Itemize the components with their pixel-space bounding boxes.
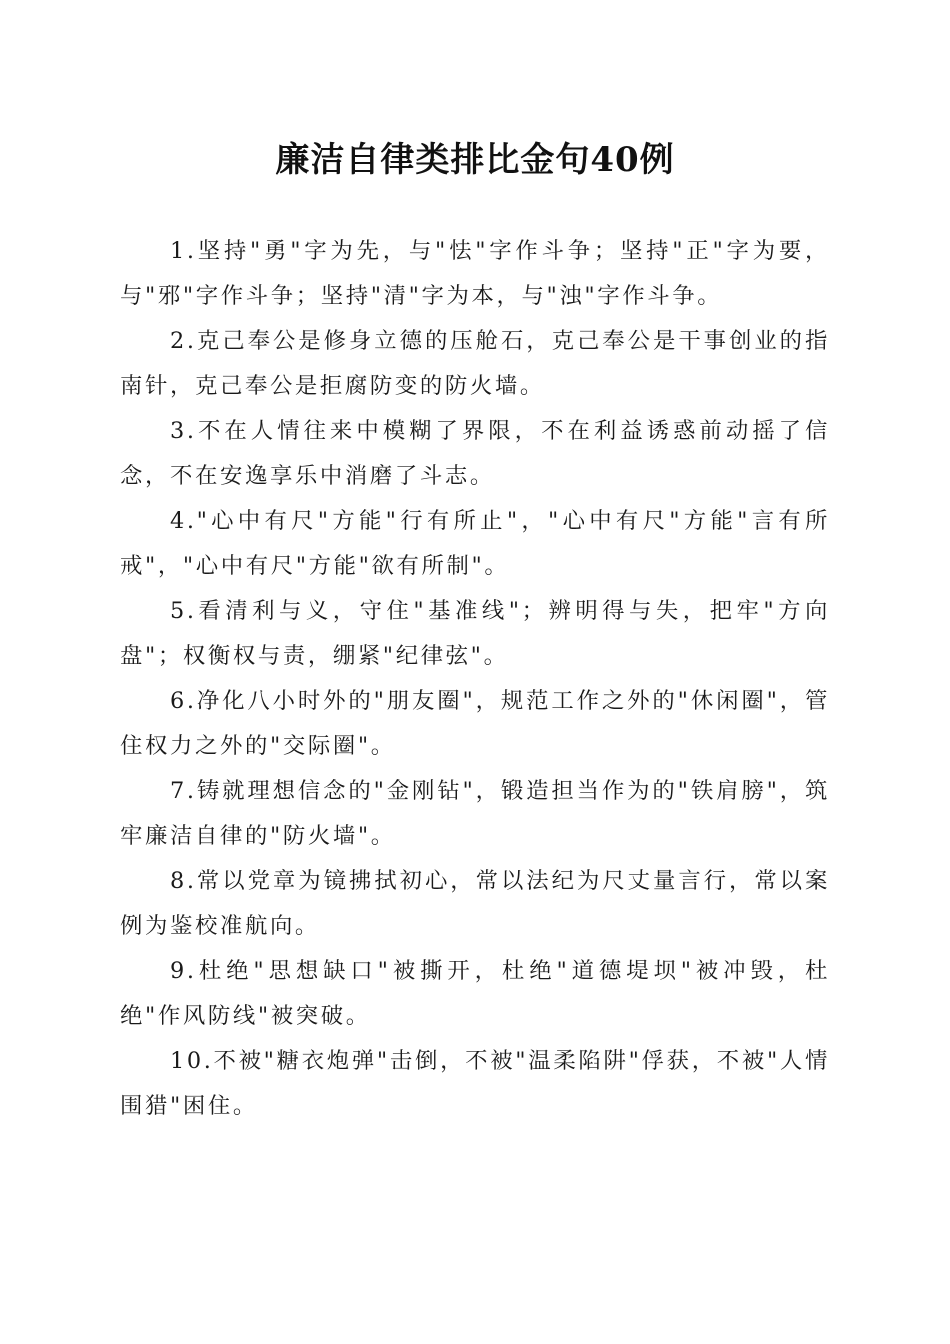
paragraph-10: 10.不被"糖衣炮弹"击倒，不被"温柔陷阱"俘获，不被"人情围猎"困住。 [120,1048,830,1119]
paragraph-6: 6.净化八小时外的"朋友圈"，规范工作之外的"休闲圈"，管住权力之外的"交际圈"。 [120,688,830,759]
paragraph-7: 7.铸就理想信念的"金刚钻"，锻造担当作为的"铁肩膀"，筑牢廉洁自律的"防火墙"。 [120,778,830,849]
paragraph-1: 1.坚持"勇"字为先，与"怯"字作斗争；坚持"正"字为要，与"邪"字作斗争；坚持"清"字为本，与"浊"字作斗争。 [120,238,830,309]
paragraph-9: 9.杜绝"思想缺口"被撕开，杜绝"道德堤坝"被冲毁，杜绝"作风防线"被突破。 [120,958,830,1029]
paragraph-5: 5.看清利与义，守住"基准线"；辨明得与失，把牢"方向盘"；权衡权与责，绷紧"纪律弦"。 [120,598,830,669]
paragraph-3: 3.不在人情往来中模糊了界限，不在利益诱惑前动摇了信念，不在安逸享乐中消磨了斗志。 [120,418,830,489]
paragraph-8: 8.常以党章为镜拂拭初心，常以法纪为尺丈量言行，常以案例为鉴校准航向。 [120,868,830,939]
paragraph-2: 2.克己奉公是修身立德的压舱石，克己奉公是干事创业的指南针，克己奉公是拒腐防变的防火墙。 [120,328,830,399]
paragraph-4: 4."心中有尺"方能"行有所止"，"心中有尺"方能"言有所戒"，"心中有尺"方能"欲有所制"。 [120,508,830,579]
document-body [120,229,830,1129]
document-title: 廉洁自律类排比金句40例 [275,140,675,180]
